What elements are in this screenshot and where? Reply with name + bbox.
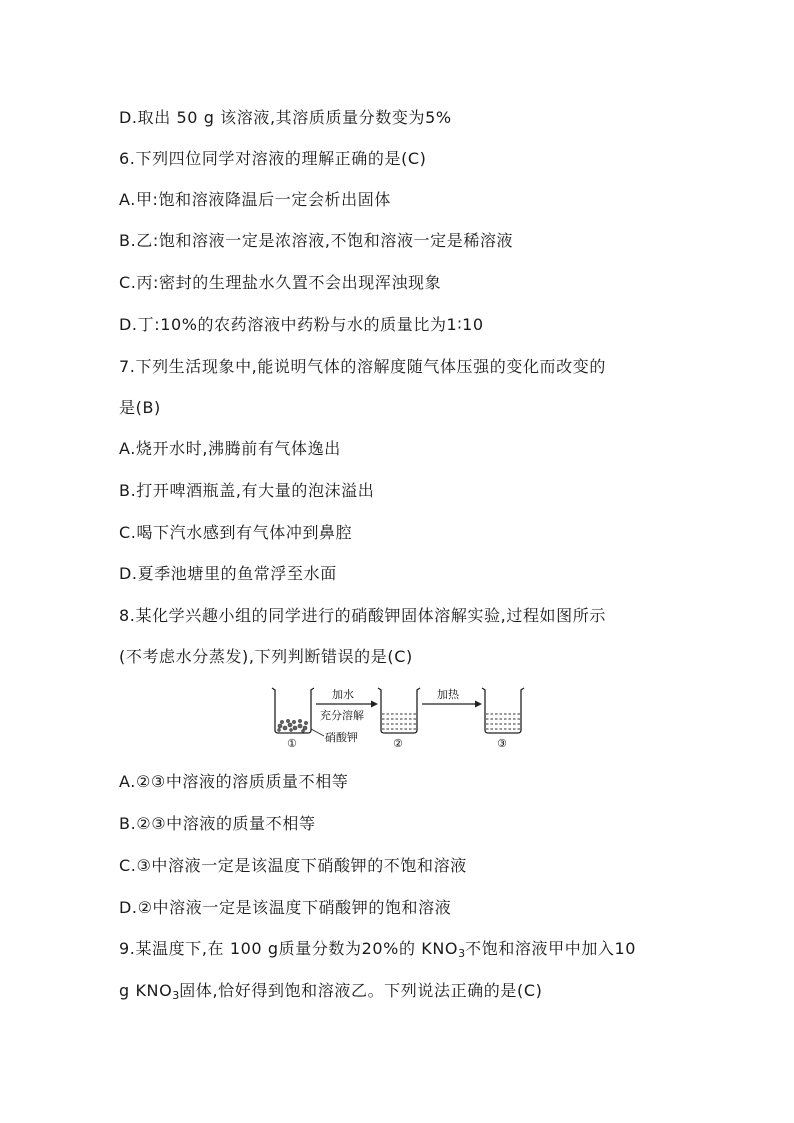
option-8a: A.②③中溶液的溶质质量不相等 <box>119 772 349 791</box>
question-8-stem: 8.某化学兴趣小组的同学进行的硝酸钾固体溶解实验,过程如图所示 <box>119 606 606 625</box>
question-9-stem-cont <box>119 980 542 1007</box>
question-6-stem: 6.下列四位同学对溶液的理解正确的是(C) <box>119 149 427 168</box>
option-7d: D.夏季池塘里的鱼常浮至水面 <box>119 564 337 583</box>
beaker-3-solution <box>486 714 520 729</box>
question-7-stem-cont: 是(B) <box>119 398 161 417</box>
potassium-nitrate-solid <box>278 719 308 732</box>
option-6d: D.丁:10%的农药溶液中药粉与水的质量比为1∶10 <box>119 315 484 334</box>
beaker-2 <box>378 688 420 733</box>
option-5d: D.取出 50 g 该溶液,其溶质质量分数变为5% <box>119 108 452 127</box>
arrow-2-top-label: 加热 <box>437 688 459 701</box>
experiment-figure <box>270 684 532 754</box>
question-9-cont-subscript: 3 <box>172 989 180 1002</box>
option-8d: D.②中溶液一定是该温度下硝酸钾的饱和溶液 <box>119 898 452 917</box>
option-6a: A.甲:饱和溶液降温后一定会析出固体 <box>119 190 391 209</box>
option-6c: C.丙:密封的生理盐水久置不会出现浑浊现象 <box>119 273 442 292</box>
question-7-stem: 7.下列生活现象中,能说明气体的溶解度随气体压强的变化而改变的 <box>119 357 606 376</box>
solid-pointer-line <box>311 729 324 736</box>
beaker-2-label: ② <box>393 737 403 750</box>
option-8c: C.③中溶液一定是该温度下硝酸钾的不饱和溶液 <box>119 856 467 875</box>
beaker-1-label: ① <box>287 737 297 750</box>
arrow-heat <box>422 701 482 708</box>
beaker-3-label: ③ <box>497 737 507 750</box>
question-9-stem <box>119 938 636 965</box>
solid-label: 硝酸钾 <box>325 731 358 744</box>
question-9-cont-part2: 固体,恰好得到饱和溶液乙。下列说法正确的是(C) <box>179 981 543 1000</box>
question-9-stem-part1: 9.某温度下,在 100 g质量分数为20%的 KNO <box>119 939 459 958</box>
option-7c: C.喝下汽水感到有气体冲到鼻腔 <box>119 523 353 542</box>
question-9-subscript: 3 <box>458 947 466 960</box>
question-9-stem-part2: 不饱和溶液甲中加入10 <box>465 939 637 958</box>
arrow-1-bottom-label: 充分溶解 <box>320 709 364 722</box>
arrow-add-water <box>316 701 378 708</box>
beaker-2-solution <box>382 714 416 729</box>
beaker-3 <box>482 688 524 733</box>
option-8b: B.②③中溶液的质量不相等 <box>119 814 316 833</box>
option-6b: B.乙:饱和溶液一定是浓溶液,不饱和溶液一定是稀溶液 <box>119 231 514 250</box>
option-7b: B.打开啤酒瓶盖,有大量的泡沫溢出 <box>119 481 375 500</box>
arrow-1-top-label: 加水 <box>332 688 354 701</box>
question-8-stem-cont: (不考虑水分蒸发),下列判断错误的是(C) <box>119 647 413 666</box>
option-7a: A.烧开水时,沸腾前有气体逸出 <box>119 439 341 458</box>
question-9-cont-part1: g KNO <box>119 981 173 1000</box>
